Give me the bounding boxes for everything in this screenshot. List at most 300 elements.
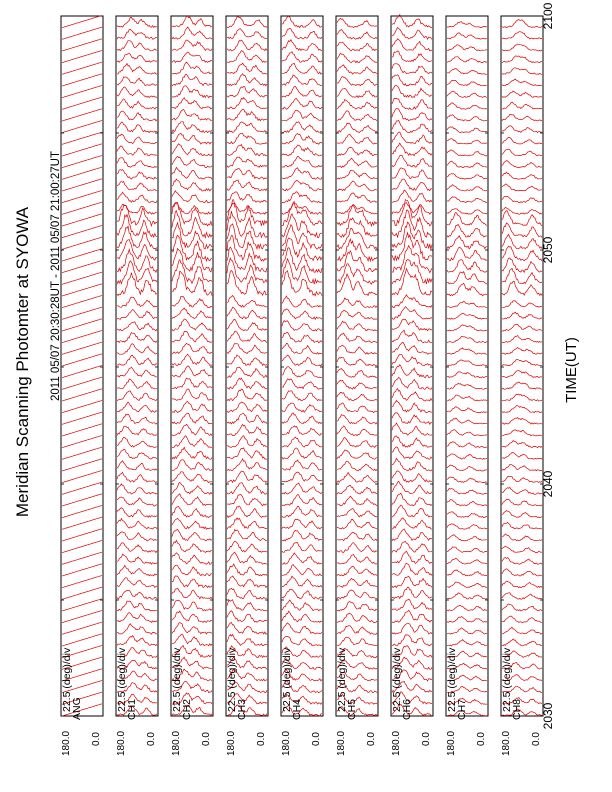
scan-trace [337, 53, 377, 62]
scan-trace [172, 75, 212, 87]
scan-trace [337, 205, 377, 226]
scan-trace [117, 333, 157, 343]
scan-trace [447, 617, 487, 623]
scan-trace [447, 224, 487, 237]
scan-trace [392, 529, 432, 541]
scan-trace [337, 111, 377, 121]
scan-trace [172, 366, 212, 377]
scan-trace [282, 506, 322, 517]
scan-trace [227, 611, 267, 623]
scan-trace [172, 296, 212, 307]
scan-trace [392, 295, 432, 308]
traces-CH2 [172, 16, 212, 716]
scan-trace [447, 212, 487, 225]
scan-trace [502, 172, 542, 179]
scan-trace [502, 441, 542, 448]
scan-trace [502, 511, 542, 518]
scan-trace [282, 565, 322, 576]
scan-trace [172, 122, 212, 133]
scan-trace [282, 367, 322, 378]
scan-trace [502, 476, 542, 482]
x-axis-label: TIME(UT) [563, 337, 580, 403]
scan-trace [117, 355, 157, 365]
scan-trace [447, 360, 487, 366]
scan-trace [117, 484, 157, 494]
scan-trace [337, 566, 377, 576]
scan-trace [447, 127, 487, 133]
scan-trace [447, 272, 487, 285]
scan-trace [282, 296, 322, 307]
scan-trace [117, 508, 157, 518]
scan-trace [62, 470, 102, 482]
scan-trace [502, 348, 542, 355]
scan-trace [172, 86, 212, 98]
scan-trace [227, 389, 267, 401]
scan-trace [282, 600, 322, 611]
scale-label: 22.5 (deg)/div [336, 647, 348, 712]
traces-ANG [62, 15, 102, 716]
scan-trace [392, 447, 432, 459]
panel-CH2 [171, 16, 213, 756]
y-tick-bottom: 0.0 [201, 732, 212, 746]
scan-trace [117, 134, 157, 144]
scan-trace [227, 378, 267, 389]
traces-CH5 [337, 19, 377, 716]
scan-trace [337, 193, 377, 202]
scan-trace [447, 247, 487, 261]
scan-trace [282, 52, 322, 63]
scan-trace [62, 50, 102, 62]
scan-trace [502, 558, 542, 565]
y-tick-bottom: 0.0 [421, 732, 432, 746]
scan-trace [392, 210, 432, 238]
y-tick-top: 180.0 [336, 730, 347, 756]
scan-trace [172, 98, 212, 109]
scan-trace [172, 553, 212, 564]
scan-trace [447, 442, 487, 448]
scan-trace [337, 358, 377, 366]
scan-trace [62, 412, 102, 424]
scan-trace [172, 389, 212, 400]
scan-trace [392, 481, 432, 493]
scan-trace [62, 424, 102, 436]
scan-trace [502, 546, 542, 552]
scan-trace [447, 628, 487, 634]
scan-trace [172, 529, 212, 540]
y-tick-bottom: 0.0 [146, 732, 157, 746]
scan-trace [172, 179, 212, 191]
scan-trace [117, 461, 157, 471]
scan-trace [282, 321, 322, 331]
scan-trace [227, 530, 267, 541]
scan-trace [502, 499, 542, 506]
scan-trace [62, 564, 102, 576]
scan-trace [392, 423, 432, 435]
traces-CH6 [392, 15, 432, 716]
scan-trace [337, 228, 377, 249]
scan-trace [62, 330, 102, 342]
scan-trace [172, 378, 212, 389]
scan-trace [502, 453, 542, 460]
scan-trace [392, 401, 432, 413]
scan-trace [447, 605, 487, 611]
scan-trace [447, 57, 487, 63]
scan-trace [337, 555, 377, 565]
scan-trace [227, 122, 267, 132]
scan-trace [227, 331, 267, 342]
scan-trace [447, 407, 487, 413]
x-tick-2100: 2100 [541, 2, 555, 30]
scan-trace [117, 17, 157, 27]
scan-trace [337, 485, 377, 494]
scan-trace [392, 168, 432, 179]
scan-trace [62, 15, 102, 27]
scan-trace [62, 120, 102, 132]
scan-trace [282, 636, 322, 645]
panel-frame [336, 16, 378, 716]
scan-trace [227, 541, 267, 552]
scan-trace [282, 530, 322, 541]
scan-trace [392, 330, 432, 342]
scan-trace [117, 41, 157, 51]
traces-CH3 [227, 16, 267, 715]
traces-CH8 [502, 19, 542, 715]
scan-trace [117, 158, 157, 168]
scan-trace [62, 482, 102, 494]
y-tick-top: 180.0 [501, 730, 512, 756]
scan-trace [172, 460, 212, 471]
scan-trace [447, 558, 487, 564]
scan-trace [227, 576, 267, 588]
scan-trace [117, 192, 157, 202]
scan-trace [337, 590, 377, 599]
scan-trace [447, 325, 487, 331]
scan-trace [337, 239, 377, 261]
scan-trace [337, 415, 377, 424]
scan-trace [117, 590, 157, 599]
scan-trace [172, 343, 212, 354]
scan-trace [117, 624, 157, 635]
scan-trace [62, 447, 102, 459]
scan-trace [227, 588, 267, 599]
panel-CH4 [281, 16, 323, 756]
scan-trace [392, 307, 432, 320]
scan-trace [117, 64, 157, 75]
scan-trace [227, 622, 267, 634]
scan-trace [502, 102, 542, 109]
scan-trace [227, 51, 267, 63]
scan-trace [227, 319, 267, 331]
scan-trace [227, 343, 267, 353]
scan-trace [62, 155, 102, 167]
scan-trace [172, 156, 212, 167]
scan-trace [117, 391, 157, 401]
scan-trace [62, 167, 102, 179]
scan-trace [117, 322, 157, 331]
scan-trace [502, 604, 542, 611]
scan-trace [227, 307, 267, 319]
panel-CH7 [446, 16, 488, 756]
scan-trace [502, 359, 542, 366]
chart-subtitle: 2011 05/07 20:30:28UT - 2011 05/07 21:00:27UT [50, 151, 62, 401]
scan-trace [117, 261, 157, 284]
scan-trace [172, 354, 212, 365]
scan-trace [447, 383, 487, 389]
scan-trace [117, 249, 157, 272]
scan-trace [337, 76, 377, 85]
scan-trace [502, 534, 542, 541]
panel-frame [116, 16, 158, 716]
scan-trace [502, 324, 542, 331]
scan-trace [282, 40, 322, 51]
scale-label: 22.5 (deg)/div [501, 647, 513, 712]
scan-trace [392, 155, 432, 167]
scan-trace [282, 355, 322, 366]
scan-trace [447, 22, 487, 28]
scan-trace [447, 209, 487, 215]
scan-trace [282, 181, 322, 191]
scan-trace [392, 132, 432, 143]
scan-trace [502, 149, 542, 156]
scan-trace [282, 332, 322, 342]
scan-trace [117, 414, 157, 424]
scan-trace [447, 454, 487, 459]
scan-trace [117, 344, 157, 354]
scan-trace [172, 133, 212, 144]
scan-trace [337, 578, 377, 587]
scan-trace [227, 74, 267, 86]
channel-label: ANG [71, 697, 83, 720]
scan-trace [447, 260, 487, 273]
scan-trace [117, 215, 157, 237]
scan-trace [117, 612, 157, 622]
scan-trace [172, 507, 212, 518]
scan-trace [172, 600, 212, 610]
scan-trace [227, 29, 267, 39]
scan-trace [337, 602, 377, 611]
scan-trace [117, 449, 157, 459]
scan-trace [392, 563, 432, 575]
scan-trace [172, 235, 212, 261]
panel-CH6 [391, 15, 433, 756]
channel-label: CH5 [346, 698, 358, 720]
scan-trace [447, 430, 487, 436]
scan-trace [282, 448, 322, 459]
scan-trace [227, 86, 267, 97]
panel-CH1 [116, 16, 158, 756]
scan-trace [227, 424, 267, 435]
scan-trace [282, 225, 322, 249]
scan-trace [392, 190, 432, 202]
scan-trace [337, 310, 377, 319]
scan-trace [282, 576, 322, 587]
panel-CH5 [336, 16, 378, 756]
scan-trace [117, 636, 157, 646]
channel-label: CH8 [511, 698, 523, 720]
scan-trace [337, 218, 377, 237]
scan-trace [447, 185, 487, 191]
scan-trace [172, 413, 212, 424]
scan-trace [227, 16, 267, 27]
scan-trace [392, 98, 432, 109]
scan-trace [282, 110, 322, 121]
scan-trace [502, 382, 542, 389]
scan-trace [337, 19, 377, 28]
scan-trace [392, 120, 432, 132]
scan-trace [447, 512, 487, 518]
scan-trace [447, 115, 487, 121]
scan-trace [502, 336, 542, 343]
scan-trace [337, 158, 377, 167]
scan-trace [117, 182, 157, 191]
scan-trace [447, 45, 487, 51]
scan-trace [62, 214, 102, 226]
scan-trace [447, 535, 487, 541]
scan-trace [392, 436, 432, 447]
scan-trace [447, 103, 487, 109]
scan-trace [447, 150, 487, 156]
scan-trace [62, 85, 102, 97]
scan-trace [447, 174, 487, 180]
scan-trace [392, 471, 432, 482]
scan-trace [172, 588, 212, 599]
scan-trace [392, 576, 432, 587]
scan-trace [227, 448, 267, 459]
scan-trace [502, 616, 542, 623]
scan-trace [392, 458, 432, 471]
scan-trace [62, 505, 102, 517]
scan-trace [62, 634, 102, 646]
scan-trace [227, 564, 267, 576]
scan-trace [502, 91, 542, 97]
panels [61, 15, 543, 756]
scan-trace [62, 295, 102, 307]
y-tick-top: 180.0 [171, 730, 182, 756]
scan-trace [117, 87, 157, 98]
y-tick-top: 180.0 [281, 730, 292, 756]
y-tick-bottom: 0.0 [311, 732, 322, 746]
scan-trace [337, 473, 377, 483]
scan-trace [447, 465, 487, 471]
y-tick-top: 180.0 [116, 730, 127, 756]
scan-trace [282, 611, 322, 622]
scan-trace [502, 79, 542, 86]
y-tick-top: 180.0 [391, 730, 402, 756]
scan-trace [337, 181, 377, 191]
scan-trace [62, 575, 102, 587]
y-tick-bottom: 0.0 [91, 732, 102, 746]
scan-trace [447, 582, 487, 588]
scan-trace [337, 369, 377, 378]
scan-trace [392, 551, 432, 563]
scan-trace [502, 138, 542, 144]
scan-trace [282, 460, 322, 470]
scan-trace [227, 414, 267, 424]
scan-trace [447, 489, 487, 495]
panel-frame [61, 16, 103, 716]
traces-CH7 [447, 22, 487, 716]
scan-trace [337, 43, 377, 51]
scan-trace [502, 394, 542, 401]
scan-trace [337, 30, 377, 40]
scan-trace [337, 170, 377, 179]
scan-trace [502, 211, 542, 226]
scan-trace [62, 540, 102, 552]
scan-trace [62, 272, 102, 284]
scan-trace [172, 110, 212, 121]
scan-trace [227, 98, 267, 109]
scan-trace [337, 148, 377, 156]
scan-trace [337, 380, 377, 389]
scan-trace [502, 184, 542, 191]
scan-trace [392, 85, 432, 97]
scan-trace [447, 348, 487, 354]
scan-trace [117, 519, 157, 530]
scan-trace [447, 395, 487, 401]
scan-trace [282, 271, 322, 296]
scan-trace [447, 372, 487, 378]
scan-trace [227, 236, 267, 261]
scan-trace [227, 483, 267, 494]
scan-trace [392, 354, 432, 366]
scan-trace [227, 495, 267, 506]
scan-trace [172, 424, 212, 435]
scan-trace [117, 578, 157, 588]
scan-trace [447, 197, 487, 203]
scan-trace [62, 74, 102, 86]
scan-trace [447, 593, 487, 599]
scan-trace [62, 354, 102, 366]
scan-trace [62, 202, 102, 214]
scan-trace [502, 487, 542, 494]
panel-frame [171, 16, 213, 716]
scan-trace [227, 471, 267, 482]
scan-trace [392, 599, 432, 610]
scan-trace [282, 589, 322, 599]
scan-trace [282, 168, 322, 180]
scan-trace [337, 65, 377, 74]
scan-trace [62, 260, 102, 272]
scan-trace [172, 436, 212, 448]
scan-trace [337, 509, 377, 518]
scan-trace [62, 389, 102, 401]
y-tick-bottom: 0.0 [531, 732, 542, 746]
scan-trace [282, 192, 322, 203]
scan-trace [502, 406, 542, 413]
scan-trace [227, 600, 267, 611]
scan-trace [172, 144, 212, 156]
scan-trace [227, 402, 267, 412]
scan-trace [337, 450, 377, 459]
scan-trace [62, 599, 102, 611]
scan-trace [117, 601, 157, 611]
scan-trace [447, 33, 487, 39]
scan-trace [282, 86, 322, 97]
scan-trace [172, 62, 212, 74]
scan-trace [502, 581, 542, 588]
scale-label: 22.5 (deg)/div [171, 647, 183, 712]
scan-trace [337, 392, 377, 400]
scan-trace [502, 639, 542, 646]
scan-trace [282, 426, 322, 436]
scan-trace [62, 39, 102, 51]
scan-trace [172, 308, 212, 319]
scan-trace [62, 97, 102, 109]
scan-trace [337, 403, 377, 413]
scan-trace [117, 77, 157, 86]
scan-trace [392, 493, 432, 505]
scan-trace [282, 122, 322, 133]
